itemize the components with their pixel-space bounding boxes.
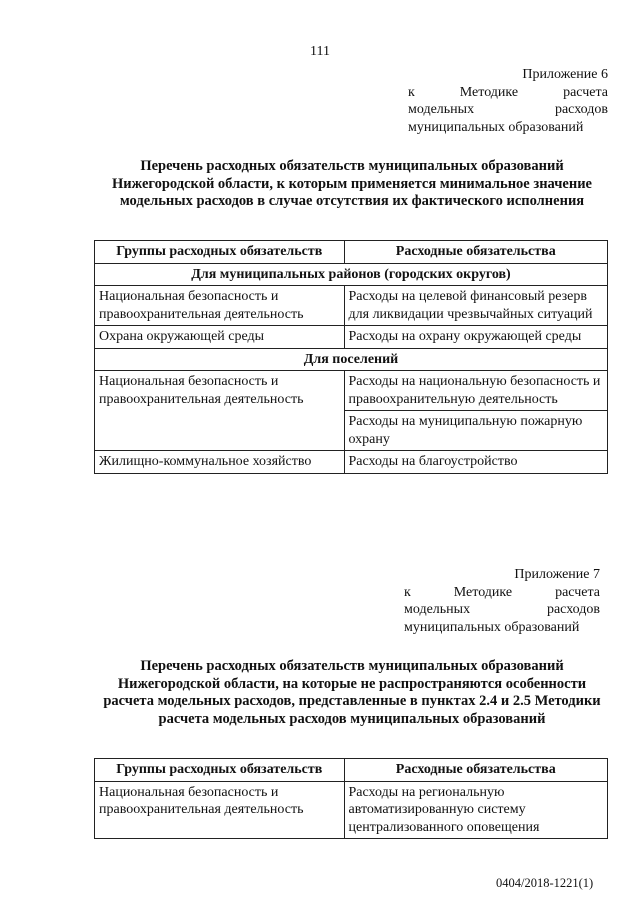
group-cell: Национальная безопасность и правоохранительная деятельность	[95, 781, 345, 839]
appendix-7-header	[404, 566, 600, 636]
group-cell: Национальная безопасность и правоохранительная деятельность	[95, 286, 345, 326]
obligation-cell: Расходы на муниципальную пожарную охрану	[344, 411, 607, 451]
appendix-7-label: Приложение 7	[514, 567, 600, 582]
appendix-7-model: модельных	[404, 602, 471, 617]
document-code: 0404/2018-1221(1)	[496, 876, 594, 890]
column-header-groups: Группы расходных обязательств	[95, 759, 345, 782]
table-row	[95, 781, 608, 839]
appendix-7-calculation: расчета	[555, 584, 600, 600]
column-header-obligations: Расходные обязательства	[344, 759, 607, 782]
table-row	[95, 371, 608, 411]
appendix-6-header	[408, 66, 608, 136]
appendix-7-methodology: Методике	[453, 584, 513, 600]
appendix-6-methodology: Методике	[459, 84, 519, 100]
section-row	[95, 348, 608, 371]
column-header-groups: Группы расходных обязательств	[95, 241, 345, 264]
obligation-cell: Расходы на целевой финансовый резерв для ликвидации чрезвычайных ситуаций	[344, 286, 607, 326]
appendix-6-k: к	[408, 84, 415, 100]
section-settlements: Для поселений	[95, 348, 608, 371]
table-header-row	[95, 241, 608, 264]
page-number: 111	[310, 44, 330, 59]
group-cell: Жилищно-коммунальное хозяйство	[95, 451, 345, 474]
section-row	[95, 263, 608, 286]
obligation-cell: Расходы на региональную автоматизированную систему централизованного оповещения	[344, 781, 607, 839]
appendix-7-k: к	[404, 584, 411, 600]
appendix-6-label: Приложение 6	[522, 67, 608, 82]
appendix-6-municipalities: муниципальных образований	[408, 119, 584, 135]
appendix-7-expenses: расходов	[546, 602, 600, 617]
obligation-cell: Расходы на охрану окружающей среды	[344, 326, 607, 349]
appendix-6-expenses: расходов	[554, 102, 608, 117]
obligation-cell: Расходы на национальную безопасность и правоохранительную деятельность	[344, 371, 607, 411]
table-row	[95, 451, 608, 474]
group-cell: Национальная безопасность и правоохранительная деятельность	[95, 371, 345, 451]
table-header-row	[95, 759, 608, 782]
column-header-obligations: Расходные обязательства	[344, 241, 607, 264]
appendix-7-municipalities: муниципальных образований	[404, 619, 580, 635]
appendix-6-table	[94, 240, 608, 474]
appendix-6-calculation: расчета	[563, 84, 608, 100]
table-row	[95, 286, 608, 326]
appendix-6-model: модельных	[408, 102, 475, 117]
appendix-7-table	[94, 758, 608, 839]
section-districts: Для муниципальных районов (городских округов)	[95, 263, 608, 286]
appendix-7-title: Перечень расходных обязательств муниципальных образований Нижегородской области, на которые не распространяются особенности расчета модельных расходов, представленные в пунктах 2.4 и 2.5 Методики расчета модельных расходов муниципальных образований	[103, 658, 601, 727]
table-row	[95, 326, 608, 349]
appendix-6-title: Перечень расходных обязательств муниципальных образований Нижегородской области, к которым применяется минимальное значение модельных расходов в случае отсутствия их фактического исполнения	[112, 158, 592, 209]
group-cell: Охрана окружающей среды	[95, 326, 345, 349]
obligation-cell: Расходы на благоустройство	[344, 451, 607, 474]
